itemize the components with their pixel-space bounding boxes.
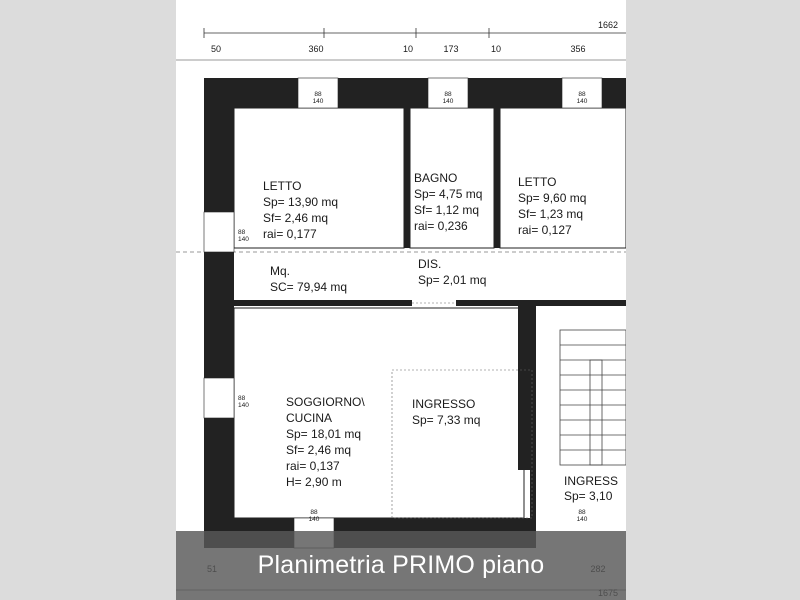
room-name: SOGGIORNO\: [286, 395, 365, 409]
room-name: BAGNO: [414, 171, 458, 185]
room-window-area: Sf= 2,46 mq: [263, 211, 329, 225]
room-area: Sp= 9,60 mq: [518, 191, 587, 205]
window-left-lower-label: 88 140: [238, 395, 249, 409]
caption-bar: [176, 531, 626, 600]
total-area: [270, 264, 347, 294]
room-ratio: rai= 0,127: [518, 223, 572, 237]
caption-text: Planimetria PRIMO piano: [257, 551, 545, 579]
room-window-area: Sf= 2,46 mq: [286, 443, 352, 457]
dim-seg-6: 356: [570, 44, 586, 54]
dim-seg-3: 10: [402, 44, 414, 54]
total-area-value: SC= 79,94 mq: [270, 280, 348, 294]
room-ingresso-stairs: [564, 474, 618, 503]
room-area: Sp= 7,33 mq: [412, 413, 481, 427]
overall-width-top: 1662: [597, 20, 619, 30]
window-top-middle-label: 88 140: [442, 91, 454, 105]
room-area: Sp= 4,75 mq: [414, 187, 483, 201]
window-bottom-left-label: 88 140: [308, 509, 320, 523]
room-ratio: rai= 0,177: [263, 227, 317, 241]
total-area-label: Mq.: [270, 264, 291, 278]
room-name: INGRESS: [564, 474, 619, 488]
room-name: DIS.: [418, 257, 442, 271]
room-ratio: rai= 0,137: [286, 459, 340, 473]
window-top-left-label: 88 140: [312, 91, 324, 105]
room-name: INGRESSO: [412, 397, 476, 411]
room-area: Sp= 3,10: [564, 489, 613, 503]
dim-seg-5: 10: [490, 44, 502, 54]
dim-seg-4: 173: [443, 44, 459, 54]
window-left-upper-label: 88 140: [238, 229, 249, 243]
room-name: LETTO: [518, 175, 557, 189]
room-area: Sp= 2,01 mq: [418, 273, 487, 287]
top-dimension-labels: [211, 20, 618, 54]
floor-plan: [176, 0, 626, 600]
floor-plan-sheet: [176, 0, 626, 600]
room-dis: [418, 257, 486, 287]
room-area: Sp= 13,90 mq: [263, 195, 339, 209]
dim-seg-1: 50: [210, 44, 222, 54]
dim-seg-2: 360: [308, 44, 324, 54]
room-name: LETTO: [263, 179, 302, 193]
room-ratio: rai= 0,236: [414, 219, 468, 233]
stair-block: [560, 330, 626, 465]
room-area: Sp= 18,01 mq: [286, 427, 362, 441]
room-height: H= 2,90 m: [286, 475, 342, 489]
room-window-area: Sf= 1,23 mq: [518, 207, 584, 221]
room-name-2: CUCINA: [286, 411, 333, 425]
room-window-area: Sf= 1,12 mq: [414, 203, 480, 217]
window-top-right-label: 88 140: [576, 91, 588, 105]
window-bottom-right-label: 88 140: [576, 509, 588, 523]
